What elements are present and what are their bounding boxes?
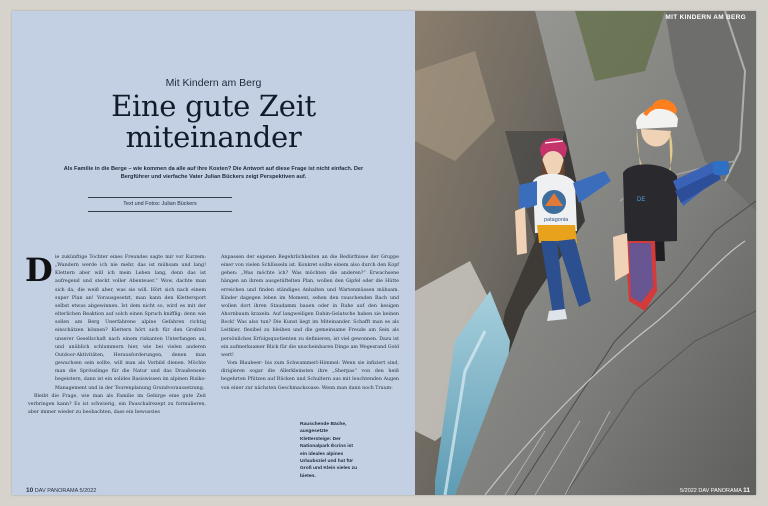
left-folio	[26, 487, 96, 494]
section-tag: MIT KINDERN AM BERG	[665, 14, 746, 21]
body-paragraph: Anpassen der eigenen Begehrlichkeiten an die Bedürfnisse der Gruppe einer von vielen Schlüsseln ist. Konkret sollte einem also durch den Kopf gehen: „Was möchte ich? Was möchten die anderen?“ Erwachsene hängen an ihrem ausgetüftelten Plan, wollen den Gipfel oder die Hütte erreichen und finden ständiges Anhalten und Wartenmüssen mühsam. Kinder dagegen leben im Moment, sehen den rauschenden Bach und wollen dort ihren Staudamm bauen oder in Ruhe auf den kesigen Ahornbaum kraxeln. Auf langweiligen Dahin-Gelatsche haben sie keinen Bock! Was also tun? Die Kunst liegt im Miteinander. Schafft man es als Leitkier, flexibel zu bleiben und die gemeinsame Freude am Sein als persönliches Erfolgsquotienten zu definieren, ist viel gewonnen. Dazu ist ein aufmerksamer Blick für die unscheinbaren Dinge am Wegesrand Gold wert!	[221, 255, 399, 358]
byline-rule-top	[88, 197, 232, 198]
article-kicker: Mit Kindern am Berg	[165, 77, 262, 89]
folio-text-right: 5/2022 DAV PANORAMA	[680, 488, 742, 494]
article-title	[12, 91, 415, 153]
drop-cap: D	[25, 251, 53, 289]
byline-rule-bottom	[88, 211, 232, 212]
climbing-photo	[415, 11, 756, 495]
svg-text:DE: DE	[637, 197, 646, 203]
page-number-left: 10	[26, 487, 34, 494]
body-paragraph: Bleibt die Frage, wie man als Familie im Gebirge eine gute Zeit verbringen kann? Es ist schwierig, ein Pauschalrezept zu formulieren, aber immer wieder zu beobachten, dass ein bewusstes	[28, 393, 206, 415]
article-byline: Text und Fotos: Julian Bückers	[123, 201, 197, 207]
title-line-1: Eine gute Zeit	[111, 89, 316, 123]
photo-caption: Rauschende Bäche, ausgesetzte Klettersteige: Der Nationalpark Écrins ist ein ideales alpines Urlaubsziel und hat für Groß und Klein vieles zu bieten.	[300, 422, 358, 479]
right-folio	[680, 487, 750, 494]
shirt-logo-text: patagonia	[544, 217, 569, 223]
body-paragraph: Vom Blaubeer- bis zum Schwammerl-Himmel: Wenn sie infiziert sind, dirigieren sogar die Allerkleinsten ihre „Sherpas“ von den heiß begehrten Pfützen auf Rücken und Schultern aus mit leuchtenden Augen von einer zur nächsten Geschmacksoase. Wenn man dann noch Traum-	[221, 361, 399, 391]
body-column-2	[221, 254, 399, 393]
title-line-2: miteinander	[125, 120, 302, 154]
body-paragraph: ie zukünftige Tochter eines Freundes sagte mir vor Kurzem: „Wandern werde ich nie mehr, das ist mühsam und lang! Klettern aber will ich mein Leben lang, denn das ist aufregend und steckt voller Abenteuer.“ Wow, dachte man sich da, die weiß aber, was sie will. Hört sich nach einem super Plan an! Vorausgesetzt, man kann den Klettersport selbst etwas abgewinnen. Ist dem nicht so, wird es mit der elterlichen Reaktion auf solch einen Spruch knifflig: denn wie sollen am Berg Unerfahrene alpine Gefahren richtig einschätzen können? Klettern hört sich für den Großteil unserer Gesellschaft nach einem riskanten Unterfangen an, und unüblich schlummern hier, wie bei vielen anderen Outdoor-Aktivitäten, Herausforderungen, denen man gewachsen sein sollte, will man als Vorbild dienen. Möchte man die Sprösslinge für die Natur und das Draußensein begeistern, dann ist ein solides Basiswissen im alpinen Risiko-Management und in der Tourenplanung Grundvoraussetzung.	[55, 255, 206, 391]
magazine-spread	[12, 11, 756, 495]
folio-text-left: DAV PANORAMA 5/2022	[34, 488, 97, 494]
page-number-right: 11	[743, 487, 750, 494]
body-column-1	[28, 254, 206, 417]
article-standfirst: Als Familie in die Berge – wie kommen da alle auf ihre Kosten? Die Antwort auf diese Frage ist nicht einfach. Der Bergführer und vierfache Vater Julian Bückers zeigt Perspektiven auf.	[63, 166, 364, 180]
